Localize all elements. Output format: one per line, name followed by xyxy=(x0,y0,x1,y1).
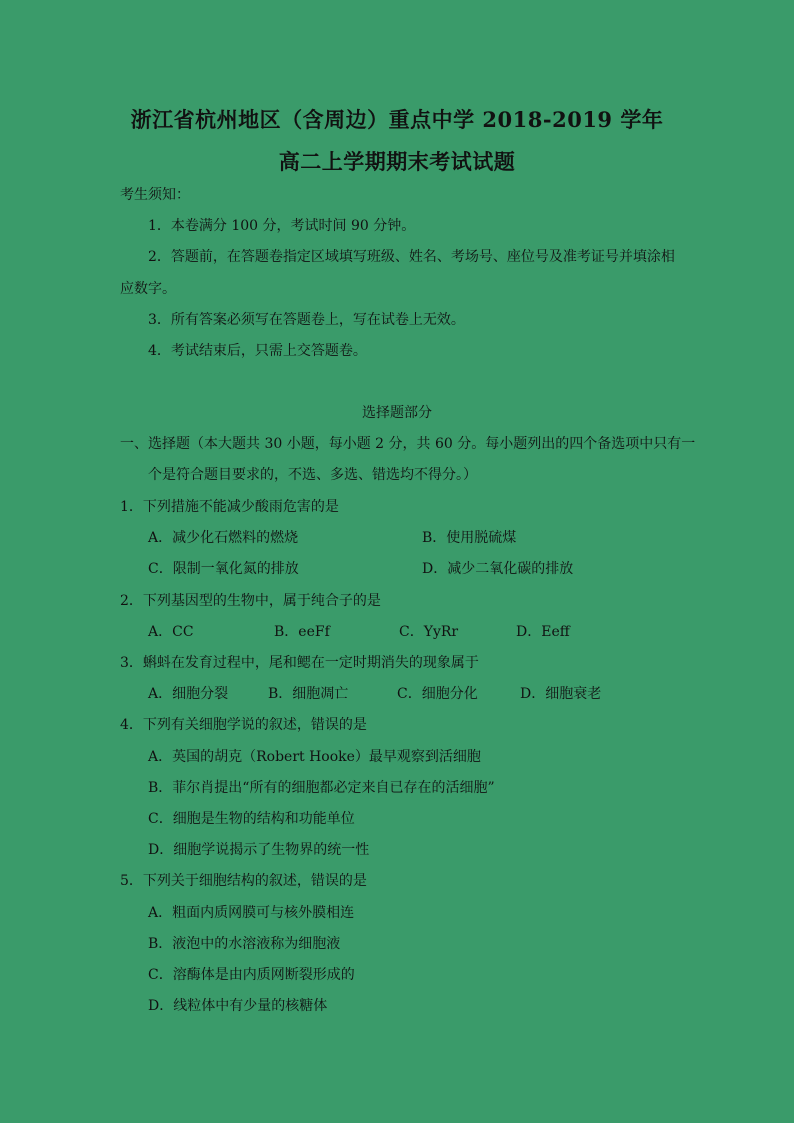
question-2-stem: 2．下列基因型的生物中，属于纯合子的是 xyxy=(120,593,381,609)
notice-heading: 考生须知： xyxy=(120,187,190,203)
question-5-option-b: B．液泡中的水溶液称为细胞液 xyxy=(148,936,341,952)
question-5-option-a: A．粗面内质网膜可与核外膜相连 xyxy=(148,905,355,921)
question-2-option-c: C．YyRr xyxy=(399,624,459,640)
question-5-option-c: C．溶酶体是由内质网断裂形成的 xyxy=(148,967,355,983)
exam-title-line1: 浙江省杭州地区（含周边）重点中学 2018-2019 学年 xyxy=(130,107,664,132)
question-3-stem: 3．蝌蚪在发育过程中，尾和鳃在一定时期消失的现象属于 xyxy=(120,655,479,671)
question-3-option-b: B．细胞凋亡 xyxy=(268,686,349,702)
section-intro-continued: 个是符合题目要求的，不选、多选、错选均不得分。） xyxy=(148,467,477,483)
question-3-option-a: A．细胞分裂 xyxy=(148,686,229,702)
question-2-option-d: D．Eeff xyxy=(516,624,570,640)
question-4-stem: 4．下列有关细胞学说的叙述，错误的是 xyxy=(120,717,367,733)
notice-item-1: 1．本卷满分 100 分，考试时间 90 分钟。 xyxy=(148,218,416,234)
question-5-stem: 5．下列关于细胞结构的叙述，错误的是 xyxy=(120,873,367,889)
question-4-option-d: D．细胞学说揭示了生物界的统一性 xyxy=(148,842,370,858)
question-2-option-b: B．eeFf xyxy=(274,624,330,640)
notice-item-2: 2．答题前，在答题卷指定区域填写班级、姓名、考场号、座位号及准考证号并填涂相 xyxy=(148,249,675,265)
question-4-option-c: C．细胞是生物的结构和功能单位 xyxy=(148,811,355,827)
question-4-option-a: A．英国的胡克（Robert Hooke）最早观察到活细胞 xyxy=(148,749,481,765)
exam-title-line2: 高二上学期期末考试试题 xyxy=(278,149,516,174)
notice-item-3: 3．所有答案必须写在答题卷上，写在试卷上无效。 xyxy=(148,312,465,328)
notice-item-2-continued: 应数字。 xyxy=(120,281,176,297)
question-5-option-d: D．线粒体中有少量的核糖体 xyxy=(148,998,328,1014)
section-title: 选择题部分 xyxy=(362,405,432,421)
question-2-option-a: A．CC xyxy=(148,624,194,640)
question-1-option-b: B．使用脱硫煤 xyxy=(422,530,517,546)
question-4-option-b: B．菲尔肖提出“所有的细胞都必定来自已存在的活细胞” xyxy=(148,780,495,796)
section-intro: 一、选择题（本大题共 30 小题，每小题 2 分，共 60 分。每小题列出的四个备选项中只有一 xyxy=(120,436,696,452)
question-3-option-d: D．细胞衰老 xyxy=(520,686,602,702)
question-3-option-c: C．细胞分化 xyxy=(397,686,478,702)
question-1-stem: 1．下列措施不能减少酸雨危害的是 xyxy=(120,499,339,515)
question-1-option-d: D．减少二氧化碳的排放 xyxy=(422,561,574,577)
question-1-option-a: A．减少化石燃料的燃烧 xyxy=(148,530,299,546)
notice-item-4: 4．考试结束后，只需上交答题卷。 xyxy=(148,343,367,359)
question-1-option-c: C．限制一氧化氮的排放 xyxy=(148,561,299,577)
